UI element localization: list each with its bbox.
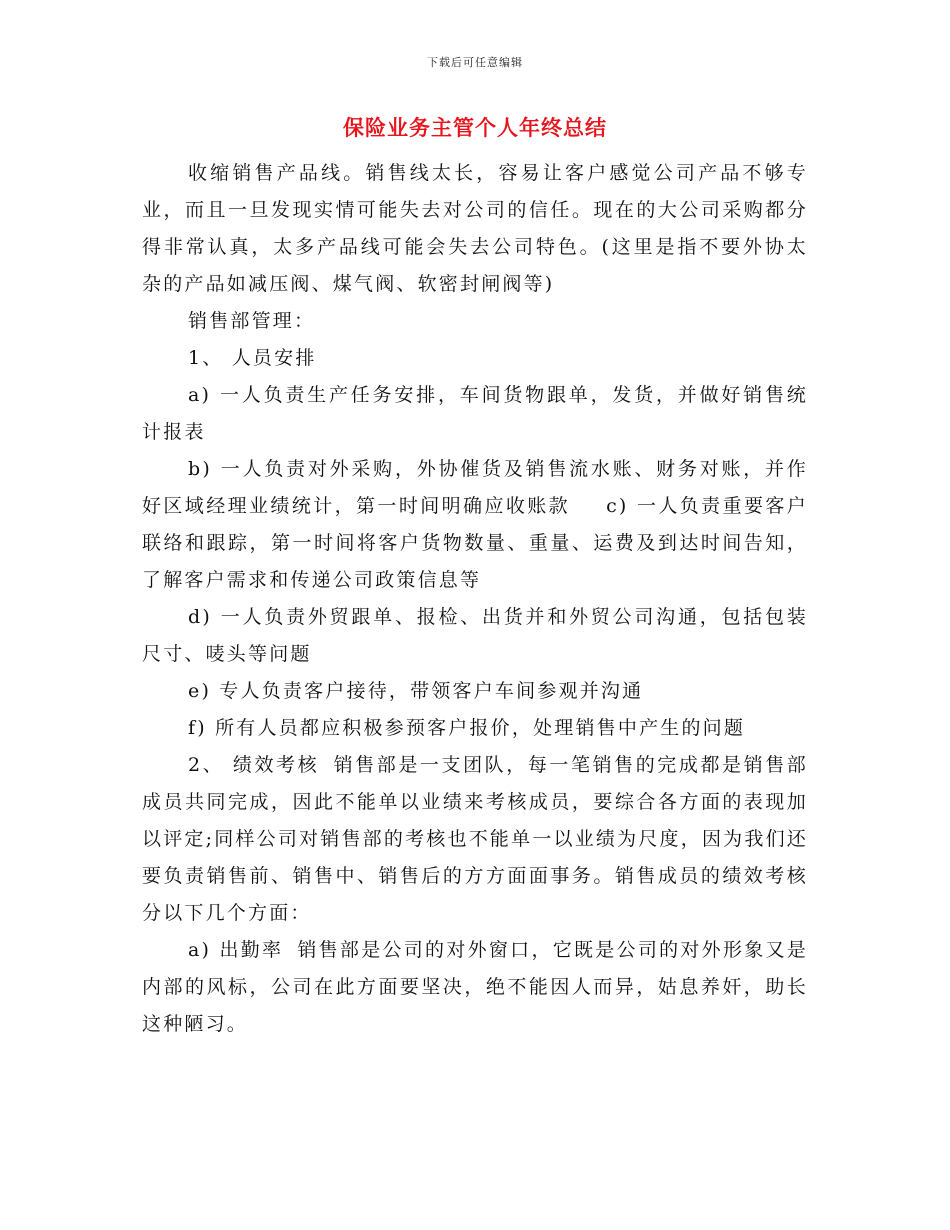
staff-c-text: c) 一人负责重要客户联络和跟踪，第一时间将客户货物数量、重量、运费及到达时间告知，了解客户需求和传递公司政策信息等 — [142, 495, 808, 591]
paragraph-staff-b-c — [142, 451, 808, 599]
paragraph-product-line: 收缩销售产品线。销售线太长，容易让客户感觉公司产品不够专业，而且一旦发现实情可能失去对公司的信任。现在的大公司采购都分得非常认真，太多产品线可能会失去公司特色。(这里是指不要外协太杂的产品如减压阀、煤气阀、软密封闸阀等) — [142, 162, 808, 295]
header-note: 下载后可任意编辑 — [427, 56, 523, 69]
attendance-text: 销售部是公司的对外窗口，它既是公司的对外形象又是内部的风标，公司在此方面要坚决，绝不能因人而异，姑息养奸，助长这种陋习。 — [142, 939, 808, 1035]
paragraph-attendance — [142, 932, 808, 1043]
document-title: 保险业务主管个人年终总结 — [343, 116, 607, 140]
staff-b-text: b) 一人负责对外采购，外协催货及销售流水账、财务对账，并作好区域经理业绩统计，第一时间明确应收账款 — [142, 458, 808, 517]
attendance-heading: a) 出勤率 — [188, 939, 284, 961]
document-body — [142, 155, 808, 1043]
performance-text: 销售部是一支团队，每一笔销售的完成都是销售部成员共同完成，因此不能单以业绩来考核成员，要综合各方面的表现加以评定;同样公司对销售部的考核也不能单一以业绩为尺度，因为我们还要负责销售前、销售中、销售后的方方面面事务。销售成员的绩效考核分以下几个方面： — [142, 754, 808, 924]
paragraph-staff-a: a) 一人负责生产任务安排，车间货物跟单，发货，并做好销售统计报表 — [142, 384, 808, 443]
performance-heading: 2、 绩效考核 — [188, 754, 320, 776]
paragraph-staff-d: d) 一人负责外贸跟单、报检、出货并和外贸公司沟通，包括包装尺寸、唛头等问题 — [142, 606, 808, 665]
paragraph-staff-f: f) 所有人员都应积极参预客户报价，处理销售中产生的问题 — [188, 717, 746, 739]
paragraph-performance — [142, 747, 808, 932]
paragraph-staffing: 1、 人员安排 — [188, 347, 317, 369]
paragraph-staff-e: e) 专人负责客户接待，带领客户车间参观并沟通 — [188, 680, 644, 702]
paragraph-sales-management: 销售部管理： — [188, 310, 316, 332]
